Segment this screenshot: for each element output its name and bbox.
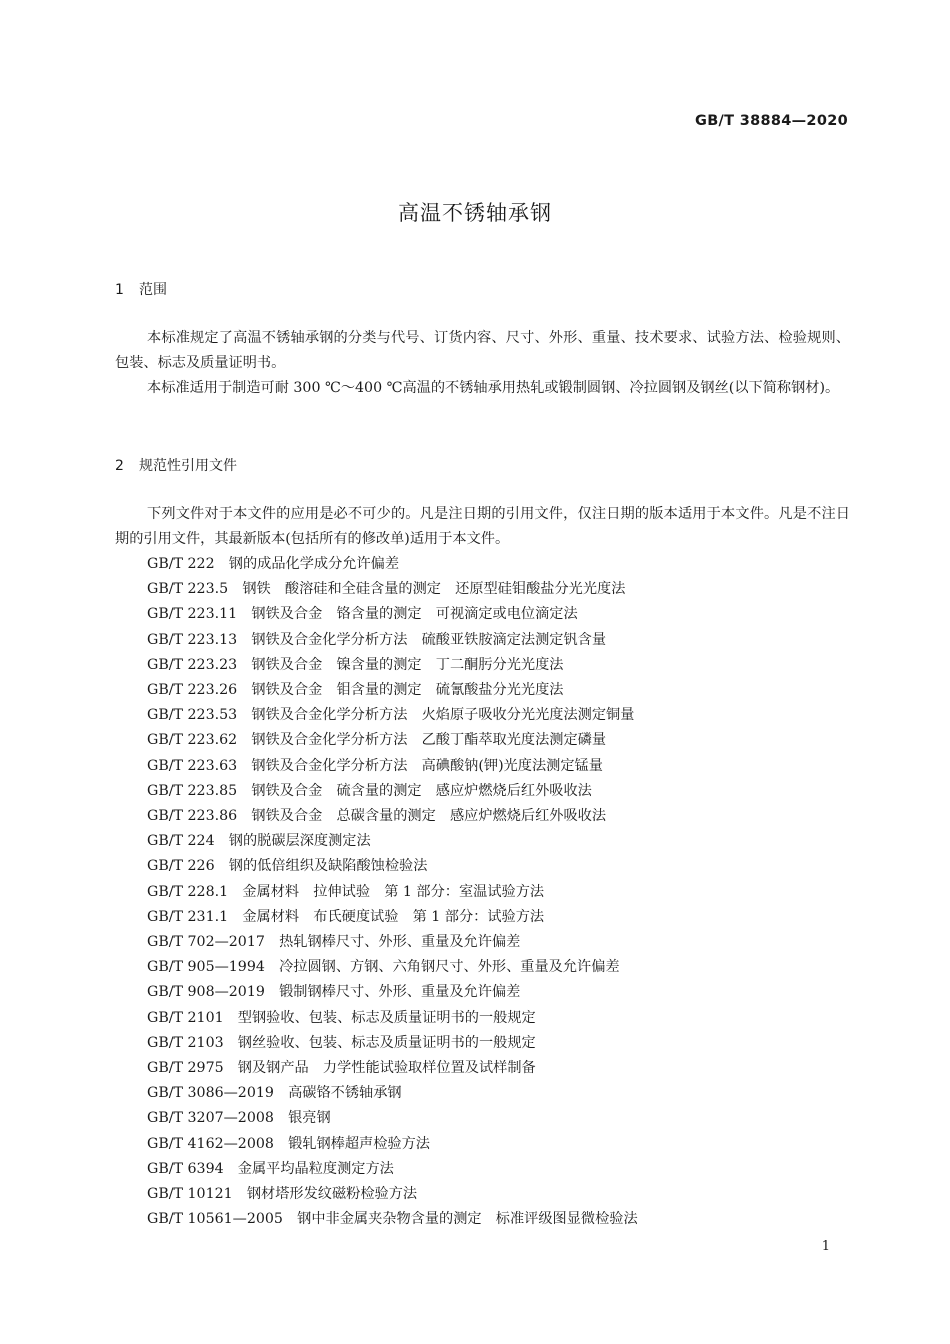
section-2-number: 2 [115,458,124,474]
section-1-paragraph-1: 本标准规定了高温不锈轴承钢的分类与代号、订货内容、尺寸、外形、重量、技术要求、试验方法、检验规则、包装、标志及质量证明书。 [115,330,850,371]
reference-item: GB/T 223.63 钢铁及合金化学分析方法 高碘酸钠(钾)光度法测定锰量 [147,757,603,774]
reference-item: GB/T 2103 钢丝验收、包装、标志及质量证明书的一般规定 [147,1034,536,1051]
reference-item: GB/T 908—2019 锻制钢棒尺寸、外形、重量及允许偏差 [147,984,521,1001]
section-2-intro: 下列文件对于本文件的应用是必不可少的。凡是注日期的引用文件，仅注日期的版本适用于本文件。凡是不注日期的引用文件，其最新版本(包括所有的修改单)适用于本文件。 [115,506,850,547]
reference-item: GB/T 702—2017 热轧钢棒尺寸、外形、重量及允许偏差 [147,934,521,951]
section-2-heading [115,455,237,475]
reference-item: GB/T 3086—2019 高碳铬不锈轴承钢 [147,1085,402,1102]
reference-item: GB/T 2975 钢及钢产品 力学性能试验取样位置及试样制备 [147,1060,536,1077]
reference-item: GB/T 226 钢的低倍组织及缺陷酸蚀检验法 [147,858,428,875]
section-1-heading [115,279,167,299]
reference-item: GB/T 228.1 金属材料 拉伸试验 第 1 部分：室温试验方法 [147,883,545,900]
reference-item: GB/T 223.26 钢铁及合金 钼含量的测定 硫氰酸盐分光光度法 [147,682,564,699]
reference-item: GB/T 3207—2008 银亮钢 [147,1110,331,1127]
section-1-paragraph-2: 本标准适用于制造可耐 300 ℃～400 ℃高温的不锈轴承用热轧或锻制圆钢、冷拉圆钢及钢丝(以下简称钢材)。 [147,380,840,396]
standard-code: GB/T 38884—2020 [695,113,848,129]
reference-item: GB/T 224 钢的脱碳层深度测定法 [147,833,371,850]
reference-item: GB/T 223.85 钢铁及合金 硫含量的测定 感应炉燃烧后红外吸收法 [147,782,592,799]
reference-item: GB/T 223.62 钢铁及合金化学分析方法 乙酸丁酯萃取光度法测定磷量 [147,732,607,749]
reference-item: GB/T 4162—2008 锻轧钢棒超声检验方法 [147,1135,430,1152]
reference-item: GB/T 2101 型钢验收、包装、标志及质量证明书的一般规定 [147,1009,536,1026]
reference-item: GB/T 231.1 金属材料 布氏硬度试验 第 1 部分：试验方法 [147,908,545,925]
reference-item: GB/T 223.86 钢铁及合金 总碳含量的测定 感应炉燃烧后红外吸收法 [147,808,607,825]
reference-item: GB/T 10121 钢材塔形发纹磁粉检验方法 [147,1186,418,1203]
reference-list [147,552,638,1232]
reference-item: GB/T 223.5 钢铁 酸溶硅和全硅含量的测定 还原型硅钼酸盐分光光度法 [147,581,626,598]
page-number: 1 [821,1239,830,1254]
section-1-title: 范围 [139,282,167,298]
reference-item: GB/T 223.53 钢铁及合金化学分析方法 火焰原子吸收分光光度法测定铜量 [147,707,635,724]
section-1-number: 1 [115,282,124,298]
reference-item: GB/T 10561—2005 钢中非金属夹杂物含量的测定 标准评级图显微检验法 [147,1211,638,1228]
section-2-title: 规范性引用文件 [139,458,237,474]
document-title: 高温不锈轴承钢 [398,201,552,225]
reference-item: GB/T 222 钢的成品化学成分允许偏差 [147,556,400,572]
reference-item: GB/T 223.13 钢铁及合金化学分析方法 硫酸亚铁胺滴定法测定钒含量 [147,631,607,648]
reference-item: GB/T 223.23 钢铁及合金 镍含量的测定 丁二酮肟分光光度法 [147,656,564,673]
reference-item: GB/T 6394 金属平均晶粒度测定方法 [147,1160,394,1177]
reference-item: GB/T 905—1994 冷拉圆钢、方钢、六角钢尺寸、外形、重量及允许偏差 [147,959,620,976]
reference-item: GB/T 223.11 钢铁及合金 铬含量的测定 可视滴定或电位滴定法 [147,606,578,623]
